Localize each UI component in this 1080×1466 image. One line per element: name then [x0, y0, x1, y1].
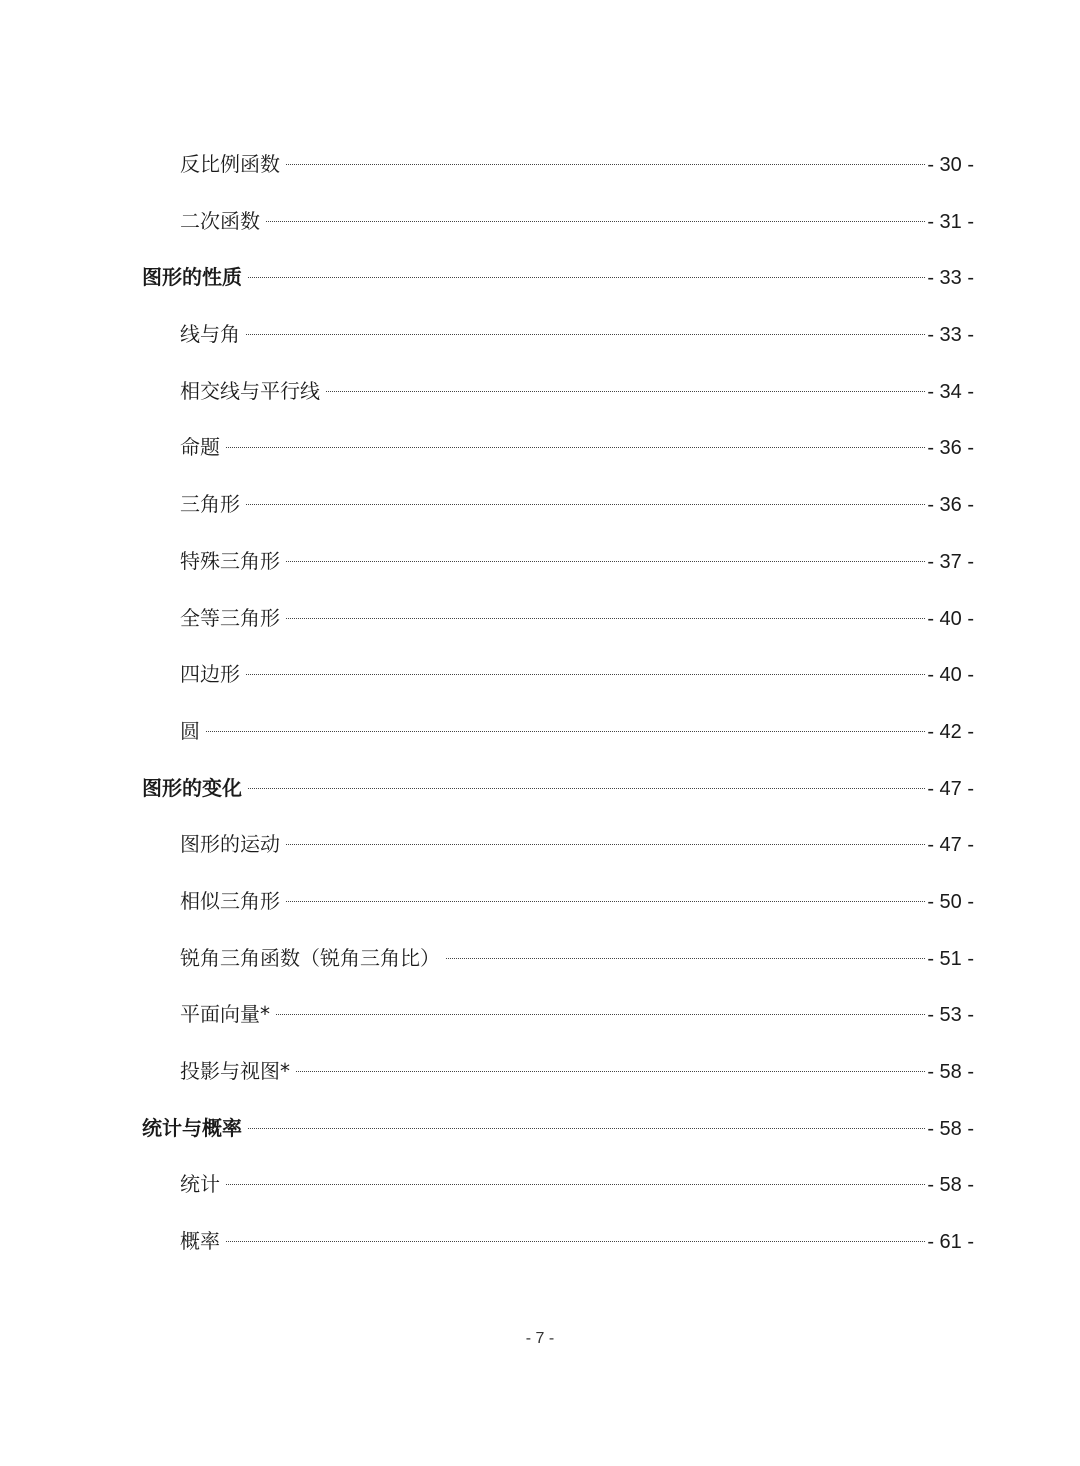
- toc-entry-title: 锐角三角函数（锐角三角比）: [180, 945, 440, 970]
- toc-entry[interactable]: [0, 419, 1080, 476]
- toc-entry-page-number: - 47 -: [927, 834, 974, 857]
- toc-entry[interactable]: [0, 533, 1080, 590]
- toc-dot-leader: [286, 901, 925, 902]
- toc-entry-title: 命题: [180, 435, 220, 460]
- toc-entry-title: 特殊三角形: [180, 548, 280, 573]
- toc-entry-title: 全等三角形: [180, 605, 280, 630]
- toc-dot-leader: [246, 504, 925, 505]
- toc-dot-leader: [286, 164, 925, 165]
- toc-entry-title: 统计: [180, 1172, 220, 1197]
- toc-entry-title: 反比例函数: [180, 152, 280, 176]
- toc-entry-title: 平面向量*: [180, 1002, 270, 1027]
- toc-entry-page-number: - 37 -: [927, 550, 974, 573]
- toc-entry[interactable]: [0, 590, 1080, 647]
- toc-section-heading[interactable]: [0, 760, 1080, 817]
- toc-entry-page-number: - 58 -: [927, 1117, 974, 1140]
- toc-dot-leader: [246, 674, 925, 675]
- toc-entry-title: 相交线与平行线: [180, 378, 320, 403]
- toc-entry-page-number: - 36 -: [927, 494, 974, 517]
- toc-entry[interactable]: [0, 306, 1080, 363]
- toc-entry-page-number: - 58 -: [927, 1061, 974, 1083]
- toc-dot-leader: [266, 221, 925, 222]
- toc-entry[interactable]: [0, 363, 1080, 420]
- toc-dot-leader: [226, 1184, 925, 1185]
- toc-entry-page-number: - 33 -: [927, 267, 974, 290]
- toc-entry[interactable]: [0, 930, 1080, 987]
- toc-dot-leader: [226, 1241, 925, 1242]
- toc-dot-leader: [296, 1071, 925, 1072]
- toc-entry-title: 圆: [180, 718, 200, 743]
- toc-entry-title: 概率: [180, 1229, 220, 1254]
- toc-entry-title: 相似三角形: [180, 888, 280, 913]
- toc-entry-page-number: - 33 -: [927, 324, 974, 347]
- toc-entry-title: 二次函数: [180, 208, 260, 233]
- toc-entry[interactable]: [0, 986, 1080, 1043]
- toc-entry[interactable]: [0, 476, 1080, 533]
- toc-entry[interactable]: [0, 646, 1080, 703]
- toc-entry-page-number: - 40 -: [927, 664, 974, 687]
- toc-dot-leader: [286, 844, 925, 845]
- table-of-contents: [0, 136, 1080, 1270]
- toc-entry[interactable]: [0, 1156, 1080, 1213]
- toc-entry[interactable]: [0, 1043, 1080, 1100]
- toc-entry-page-number: - 30 -: [927, 154, 974, 176]
- page-footer-number: - 7 -: [525, 1330, 555, 1347]
- toc-entry[interactable]: [0, 703, 1080, 760]
- toc-dot-leader: [286, 618, 925, 619]
- toc-dot-leader: [248, 1128, 925, 1129]
- toc-entry-page-number: - 34 -: [927, 380, 974, 403]
- toc-entry-page-number: - 58 -: [927, 1174, 974, 1197]
- toc-entry-page-number: - 31 -: [927, 210, 974, 233]
- toc-entry-title: 统计与概率: [142, 1115, 242, 1140]
- toc-entry[interactable]: [0, 1213, 1080, 1270]
- toc-entry-page-number: - 53 -: [927, 1004, 974, 1027]
- toc-section-heading[interactable]: [0, 249, 1080, 306]
- toc-dot-leader: [248, 277, 925, 278]
- toc-entry-page-number: - 51 -: [927, 947, 974, 970]
- toc-entry-page-number: - 47 -: [927, 777, 974, 800]
- toc-dot-leader: [206, 731, 925, 732]
- toc-entry-title: 四边形: [180, 662, 240, 687]
- toc-entry-page-number: - 42 -: [927, 720, 974, 743]
- toc-dot-leader: [326, 391, 925, 392]
- toc-entry-title: 线与角: [180, 322, 240, 347]
- toc-entry-page-number: - 61 -: [927, 1231, 974, 1254]
- toc-entry-title: 图形的运动: [180, 832, 280, 857]
- toc-entry-title: 三角形: [180, 492, 240, 517]
- toc-dot-leader: [446, 958, 925, 959]
- toc-section-heading[interactable]: [0, 1100, 1080, 1157]
- toc-entry-title: 图形的性质: [142, 265, 242, 290]
- toc-entry-title: 投影与视图*: [180, 1059, 290, 1083]
- toc-entry[interactable]: [0, 136, 1080, 193]
- toc-entry[interactable]: [0, 816, 1080, 873]
- toc-entry[interactable]: [0, 193, 1080, 250]
- toc-dot-leader: [246, 334, 925, 335]
- toc-dot-leader: [286, 561, 925, 562]
- toc-entry-page-number: - 50 -: [927, 890, 974, 913]
- toc-dot-leader: [276, 1014, 925, 1015]
- toc-entry[interactable]: [0, 873, 1080, 930]
- toc-entry-page-number: - 36 -: [927, 437, 974, 460]
- toc-dot-leader: [248, 788, 925, 789]
- toc-dot-leader: [226, 447, 925, 448]
- toc-entry-title: 图形的变化: [142, 775, 242, 800]
- toc-entry-page-number: - 40 -: [927, 607, 974, 630]
